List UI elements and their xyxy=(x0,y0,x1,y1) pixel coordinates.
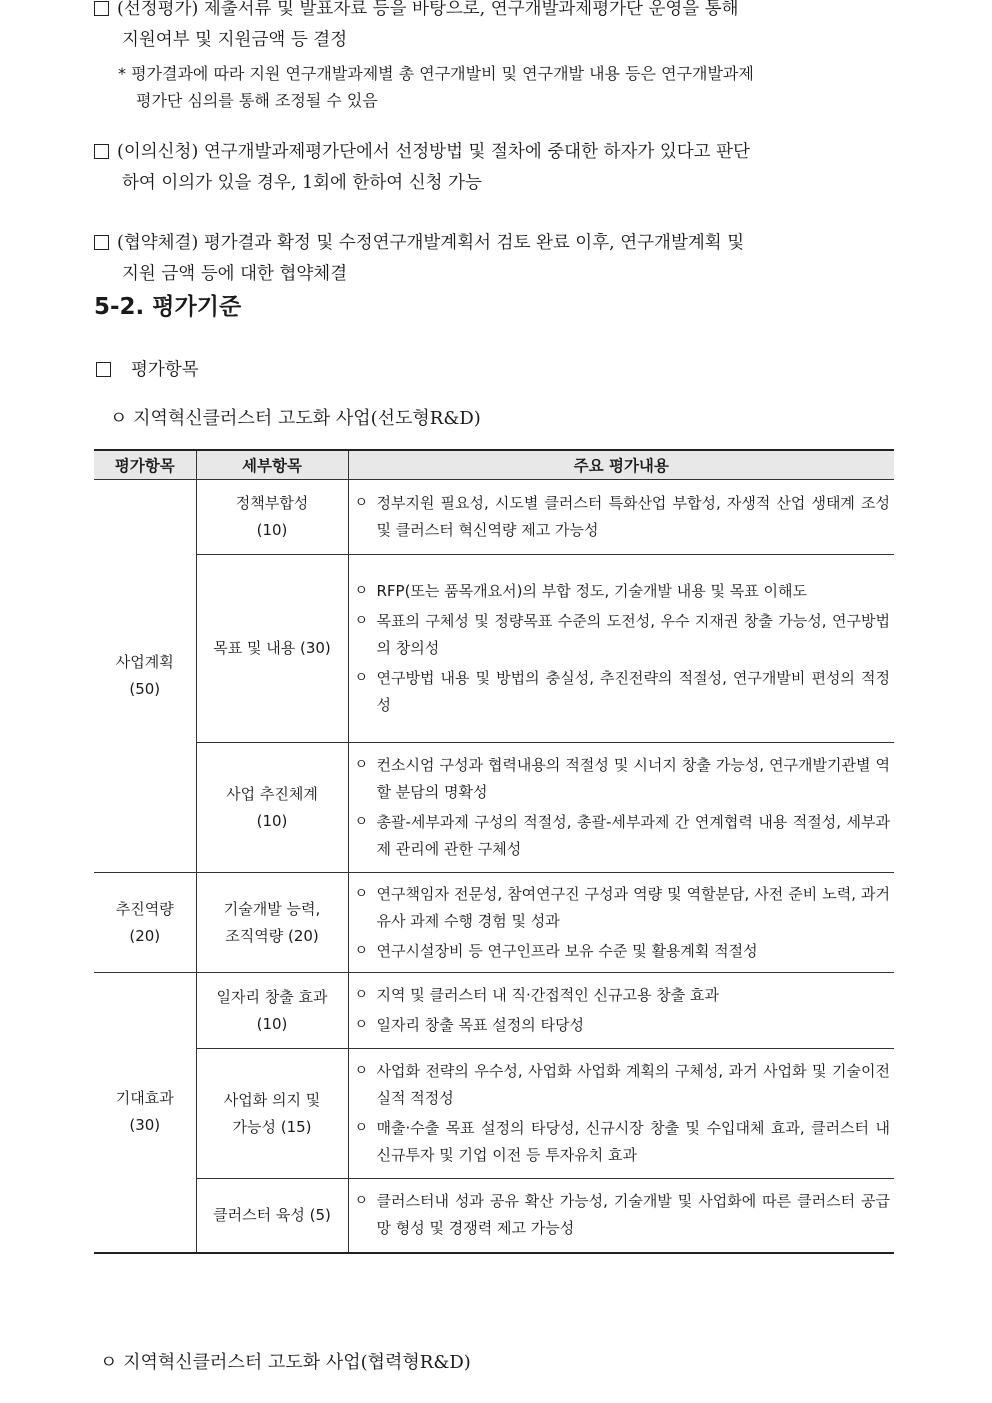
objection-line1: (이의신청) 연구개발과제평가단에서 선정방법 및 절차에 중대한 하자가 있다고 판단 xyxy=(117,142,750,162)
selection-evaluation-paragraph xyxy=(94,0,900,56)
list-item: ㅇ 지역 및 클러스터 내 직·간접적인 신규고용 창출 효과 xyxy=(354,986,719,1004)
category-cell: 기대효과 (30) xyxy=(94,973,196,1253)
header-category: 평가항목 xyxy=(94,450,196,480)
checkbox-square-icon xyxy=(94,1,109,16)
agreement-paragraph xyxy=(94,228,900,290)
category-cell: 사업계획 (50) xyxy=(94,480,196,873)
sub-item-cell: 클러스터 육성 (5) xyxy=(196,1179,348,1253)
list-item: ㅇ 정부지원 필요성, 시도별 클러스터 특화산업 부합성, 자생적 산업 생태계 조성 및 클러스터 혁신역량 제고 가능성 xyxy=(354,494,890,539)
note-line1: * 평가결과에 따라 지원 연구개발과제별 총 연구개발비 및 연구개발 내용 등은 연구개발과제 xyxy=(118,64,754,83)
selection-note xyxy=(118,60,900,114)
section-heading: 5-2. 평가기준 xyxy=(94,294,242,320)
list-item: ㅇ 목표의 구체성 및 정량목표 수준의 도전성, 우수 지재권 창출 가능성, 연구방법의 창의성 xyxy=(354,612,890,657)
selection-line1: (선정평가) 제출서류 및 발표자료 등을 바탕으로, 연구개발과제평가단 운영을 통해 xyxy=(117,0,739,19)
sub-item-cell: 목표 및 내용 (30) xyxy=(196,555,348,743)
table-row xyxy=(94,973,894,1049)
checkbox-square-icon xyxy=(94,144,109,159)
list-item: ㅇ 클러스터내 성과 공유 확산 가능성, 기술개발 및 사업화에 따른 클러스터 공급망 형성 및 경쟁력 제고 가능성 xyxy=(354,1192,890,1238)
evaluation-criteria-table xyxy=(94,449,894,1254)
category-cell: 추진역량 (20) xyxy=(94,873,196,973)
agreement-line1: (협약체결) 평가결과 확정 및 수정연구개발계획서 검토 완료 이후, 연구개발계획 및 xyxy=(117,233,745,253)
program-leading-label: ㅇ 지역혁신클러스터 고도화 사업(선도형R&D) xyxy=(110,408,481,429)
header-content: 주요 평가내용 xyxy=(348,450,894,480)
list-item: ㅇ 연구시설장비 등 연구인프라 보유 수준 및 활용계획 적절성 xyxy=(354,941,758,960)
items-label-text: 평가항목 xyxy=(131,360,199,380)
content-cell xyxy=(348,743,894,873)
sub-item-cell: 정책부합성 (10) xyxy=(196,480,348,555)
list-item: ㅇ 컨소시엄 구성과 협력내용의 적절성 및 시너지 창출 가능성, 연구개발기관별 역할 분담의 명확성 xyxy=(354,756,890,801)
content-cell xyxy=(348,1179,894,1253)
objection-line2: 하여 이의가 있을 경우, 1회에 한하여 신청 가능 xyxy=(122,173,482,193)
checkbox-square-icon xyxy=(96,362,111,377)
table-row xyxy=(94,1179,894,1253)
table-row xyxy=(94,873,894,973)
table-header-row xyxy=(94,450,894,480)
evaluation-items-label xyxy=(96,356,199,381)
content-cell xyxy=(348,555,894,743)
content-cell xyxy=(348,1049,894,1179)
list-item: ㅇ 매출·수출 목표 설정의 타당성, 신규시장 창출 및 수입대체 효과, 클러스터 내 신규투자 및 기업 이전 등 투자유치 효과 xyxy=(354,1119,890,1164)
content-cell xyxy=(348,873,894,973)
objection-paragraph xyxy=(94,137,900,199)
list-item: ㅇ 총괄-세부과제 구성의 적절성, 총괄-세부과제 간 연계협력 내용 적절성, 세부과제 관리에 관한 구체성 xyxy=(354,813,890,858)
list-item: ㅇ RFP(또는 품목개요서)의 부합 정도, 기술개발 내용 및 목표 이해도 xyxy=(354,582,807,600)
list-item: ㅇ 사업화 전략의 우수성, 사업화 사업화 계획의 구체성, 과거 사업화 및 기술이전 실적 적정성 xyxy=(354,1062,890,1107)
table-row xyxy=(94,555,894,743)
header-sub-item: 세부항목 xyxy=(196,450,348,480)
note-line2: 평가단 심의를 통해 조정될 수 있음 xyxy=(136,91,378,110)
content-cell xyxy=(348,973,894,1049)
program-cooperative-label: ㅇ 지역혁신클러스터 고도화 사업(협력형R&D) xyxy=(100,1352,471,1373)
sub-item-cell: 일자리 창출 효과 (10) xyxy=(196,973,348,1049)
selection-line2: 지원여부 및 지원금액 등 결정 xyxy=(122,30,348,50)
list-item: ㅇ 연구책임자 전문성, 참여연구진 구성과 역량 및 역할분담, 사전 준비 노력, 과거 유사 과제 수행 경험 및 성과 xyxy=(354,884,890,930)
agreement-line2: 지원 금액 등에 대한 협약체결 xyxy=(122,264,348,284)
sub-item-cell: 사업화 의지 및 가능성 (15) xyxy=(196,1049,348,1179)
checkbox-square-icon xyxy=(94,235,109,250)
table-row xyxy=(94,480,894,555)
content-cell xyxy=(348,480,894,555)
table-row xyxy=(94,1049,894,1179)
list-item: ㅇ 연구방법 내용 및 방법의 충실성, 추진전략의 적절성, 연구개발비 편성의 적정성 xyxy=(354,669,890,714)
table-row xyxy=(94,743,894,873)
list-item: ㅇ 일자리 창출 목표 설정의 타당성 xyxy=(354,1016,584,1034)
sub-item-cell: 사업 추진체계 (10) xyxy=(196,743,348,873)
sub-item-cell: 기술개발 능력, 조직역량 (20) xyxy=(196,873,348,973)
